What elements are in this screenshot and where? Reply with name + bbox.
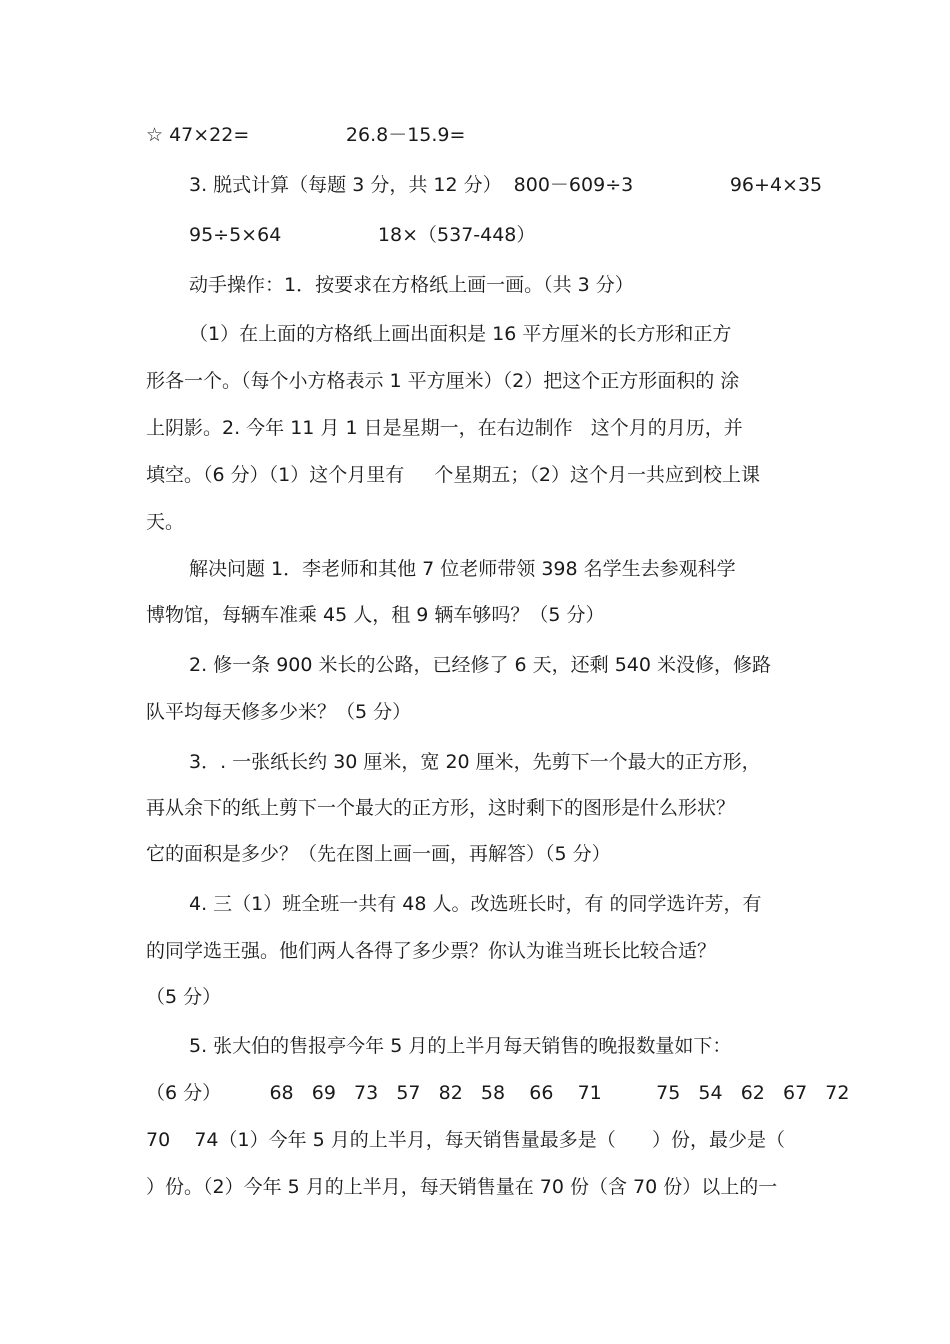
text-line: 95÷5×64 18×（537-448）: [189, 224, 536, 246]
text-line: 2. 修一条 900 米长的公路，已经修了 6 天，还剩 540 米没修，修路: [189, 654, 772, 676]
text-line: 4. 三（1）班全班一共有 48 人。改选班长时，有 的同学选许芳，有: [189, 893, 762, 915]
text-line: ）份。（2）今年 5 月的上半月，每天销售量在 70 份（含 70 份）以上的一: [146, 1176, 778, 1198]
text-line: 动手操作：1．按要求在方格纸上画一画。（共 3 分）: [189, 274, 634, 296]
text-line: 博物馆，每辆车准乘 45 人，租 9 辆车够吗？（5 分）: [146, 604, 605, 626]
text-line: （1）在上面的方格纸上画出面积是 16 平方厘米的长方形和正方: [189, 323, 732, 345]
text-line: 形各一个。（每个小方格表示 1 平方厘米）（2）把这个正方形面积的 涂: [146, 370, 740, 392]
text-line: 队平均每天修多少米？（5 分）: [146, 701, 412, 723]
text-line: 它的面积是多少？（先在图上画一画，再解答）（5 分）: [146, 843, 611, 865]
text-line: （6 分） 68 69 73 57 82 58 66 71 75 54 62 67 72: [146, 1082, 850, 1104]
text-line: ☆ 47×22= 26.8－15.9=: [146, 124, 466, 146]
text-line: 5. 张大伯的售报亭今年 5 月的上半月每天销售的晚报数量如下：: [189, 1035, 732, 1057]
text-line: 再从余下的纸上剪下一个最大的正方形，这时剩下的图形是什么形状？: [146, 797, 736, 819]
text-line: 填空。（6 分）（1）这个月里有 个星期五；（2）这个月一共应到校上课: [146, 464, 761, 486]
text-line: 70 74（1）今年 5 月的上半月，每天销售量最多是（ ）份，最少是（: [146, 1129, 786, 1151]
text-line: 3．. 一张纸长约 30 厘米，宽 20 厘米，先剪下一个最大的正方形，: [189, 751, 761, 773]
text-line: （5 分）: [146, 986, 222, 1008]
text-line: 的同学选王强。他们两人各得了多少票？你认为谁当班长比较合适？: [146, 940, 717, 962]
text-line: 天。: [146, 511, 185, 533]
text-line: 3. 脱式计算（每题 3 分，共 12 分） 800－609÷3 96+4×35: [189, 174, 823, 196]
text-line: 解决问题 1．李老师和其他 7 位老师带领 398 名学生去参观科学: [189, 558, 736, 580]
text-line: 上阴影。2. 今年 11 月 1 日是星期一，在右边制作 这个月的月历，并: [146, 417, 743, 439]
